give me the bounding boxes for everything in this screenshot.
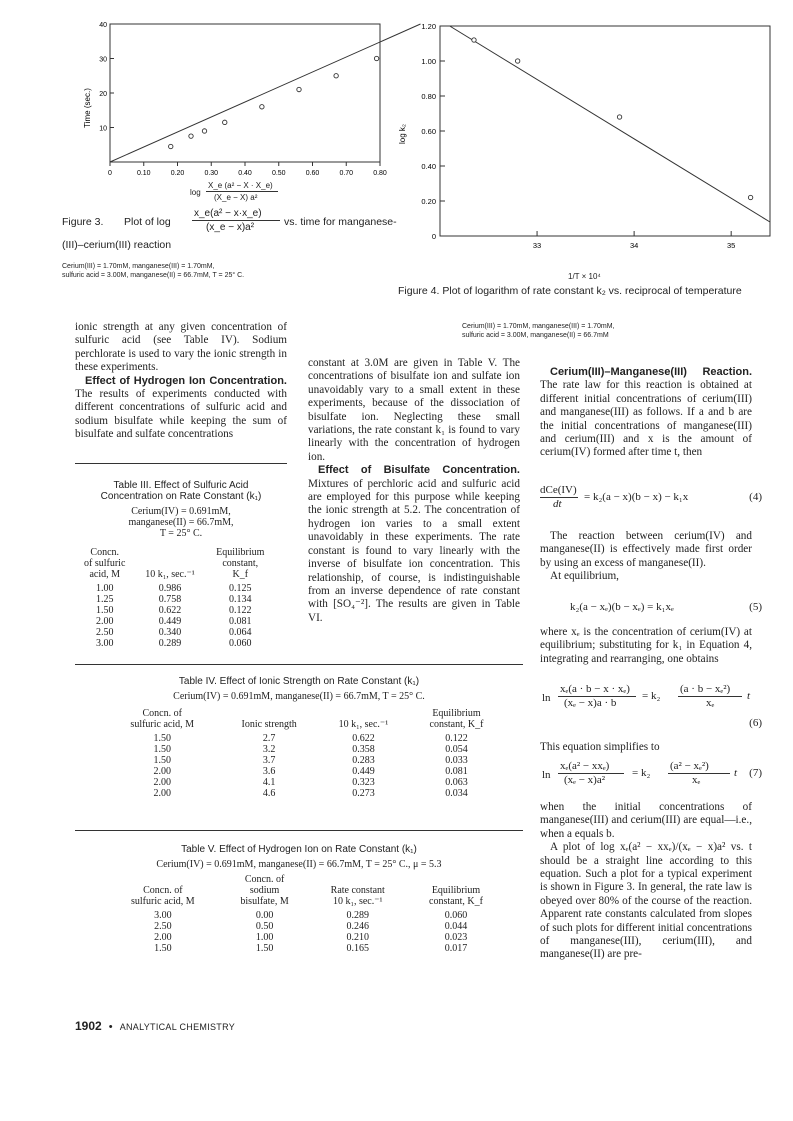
table5-header-2 [309, 874, 407, 910]
fig3-caption-num: x_e(a² − x·x_e) [194, 208, 262, 219]
table4-header-line: Ionic strength [241, 719, 297, 730]
col3-p5: This equation simplifies to [540, 741, 660, 753]
eq6-den: (xₑ − x)a · b [564, 697, 617, 709]
table-cell: 1.50 [153, 755, 171, 766]
table4-header-line: constant, K_f [429, 719, 484, 730]
table3-header-1 [134, 547, 205, 583]
table5-title: Table V. Effect of Hydrogen Ion on Rate Constant (k₁) [181, 844, 417, 855]
table4-header-2 [319, 708, 408, 733]
table5-grid [105, 874, 505, 954]
eq7-number: (7) [749, 767, 762, 779]
fig4-y-tick-label: 0.40 [421, 162, 436, 171]
eq7-num: xₑ(a² − xxₑ) [560, 760, 610, 772]
table-cell: 0.246 [346, 921, 369, 932]
table-cell: 0.017 [444, 943, 468, 954]
fig3-caption-text: Plot of log [124, 216, 171, 228]
fig3-data-point [169, 144, 173, 148]
fig3-xlabel-num: X_e (a² − X · X_e) [208, 181, 273, 190]
table-row [75, 638, 275, 649]
table5-header-3 [407, 874, 505, 910]
table-cell: 2.50 [95, 627, 114, 638]
table3-header-line: constant, [222, 558, 259, 569]
col3-p2: The reaction between cerium(IV) and manganese(II) is effectively made first order by using an excess of manganese(II). [540, 530, 752, 569]
table4-title: Table IV. Effect of Ionic Strength on Rate Constant (k₁) [178, 676, 420, 687]
table-cell: 0.50 [255, 921, 274, 932]
figure-3 [70, 18, 400, 178]
table-4 [75, 676, 523, 799]
fig3-y-tick-label: 30 [99, 56, 107, 64]
table-cell: 2.00 [154, 932, 172, 943]
col1-p2: The results of experiments conducted with different concentrations of sulfuric acid and sodium bisulfate while keeping the sum of bisulfate and sulfate concentrations [75, 388, 287, 441]
fig4-y-axis-label: log k₂ [398, 123, 407, 145]
fig3-conditions-2: sulfuric acid = 3.00M, manganese(II) = 66.7mM, T = 25° C. [62, 272, 245, 279]
fig4-data-point [617, 115, 621, 119]
table-cell: 1.50 [154, 943, 172, 954]
col3-p6: when the initial concentrations of manganese(III) and cerium(III) are equal—i.e., when a equals b. [540, 801, 752, 840]
fig3-xlabel [190, 180, 310, 210]
fig3-y-tick-label: 10 [99, 125, 107, 133]
table5-header-line: Rate constant [330, 885, 385, 896]
table4-header-3 [408, 708, 505, 733]
table5-header-line: sulfuric acid, M [131, 896, 195, 907]
table-cell: 2.50 [154, 921, 172, 932]
table-row [75, 627, 275, 638]
fig3-x-tick-label: 0 [108, 170, 112, 177]
table-cell: 0.033 [445, 755, 468, 766]
table-cell: 2.7 [262, 733, 276, 744]
col3-text-2 [540, 530, 752, 584]
table-row [75, 616, 275, 627]
fig3-x-tick-label: 0.10 [136, 170, 151, 177]
table-row [105, 932, 505, 943]
col3-p4: where xₑ is the concentration of cerium(IV) at equilibrium; substituting for k₁ in Equation 4, integrating and rearranging, one obtains [540, 626, 752, 665]
col1-text [75, 321, 287, 442]
table-cell: 0.060 [229, 638, 252, 649]
journal-name: ANALYTICAL CHEMISTRY [119, 1022, 236, 1032]
table4-header-line: Concn. of [142, 708, 182, 719]
fig3-data-point [260, 105, 264, 109]
table5-header-line: constant, K_f [429, 896, 483, 907]
fig4-y-tick-label: 1.00 [421, 57, 436, 66]
table4-grid [105, 708, 505, 799]
eq5-number: (5) [749, 601, 762, 613]
table-cell: 1.50 [153, 744, 171, 755]
table3-header-line: 10 k₁, sec.⁻¹ [145, 569, 195, 580]
table5-header-0 [105, 874, 221, 910]
fig3-data-point [297, 87, 301, 91]
table-cell: 0.449 [352, 766, 375, 777]
col2-text [308, 357, 520, 625]
table-cell: 0.023 [444, 932, 468, 943]
eq6-number: (6) [749, 717, 762, 729]
table4-header-line: sulfuric acid, M [130, 719, 195, 730]
eq4-lhs-den: dt [553, 498, 562, 510]
col3-p3: At equilibrium, [550, 570, 619, 583]
fig3-x-tick-label: 0.80 [373, 170, 387, 177]
table-cell: 0.060 [444, 910, 468, 921]
figure-4-chart [395, 14, 775, 274]
table4-header-1 [219, 708, 318, 733]
fig4-caption [398, 285, 783, 298]
fig4-y-tick-label: 0.80 [421, 92, 436, 101]
eq4-lhs-num: dCe(IV) [540, 484, 577, 496]
table5-header-line: Equilibrium [431, 885, 481, 896]
table-cell: 3.00 [95, 638, 114, 649]
fig3-y-tick-label: 20 [99, 91, 107, 98]
table-row [75, 605, 275, 616]
col1-heading-hydrogen: Effect of Hydrogen Ion Concentration. [85, 374, 287, 387]
table-row [105, 943, 505, 954]
fig4-conditions-1: Cerium(III) = 1.70mM, manganese(III) = 1.70mM, [462, 323, 615, 330]
fig3-x-tick-label: 0.30 [204, 170, 219, 177]
table-cell: 0.622 [352, 733, 375, 744]
fig4-x-tick-label: 35 [727, 241, 736, 250]
table3-header-line: acid, M [89, 569, 120, 580]
eq6-den2: xₑ [706, 697, 715, 709]
table-cell: 0.283 [352, 755, 375, 766]
fig4-y-tick-label: 0 [431, 232, 436, 241]
eq7-mid: = k₂ [632, 767, 651, 779]
eq5-body: k₂(a − xₑ)(b − xₑ) = k₁xₑ [570, 601, 674, 613]
table-row [75, 594, 275, 605]
table5-sub: Cerium(IV) = 0.691mM, manganese(II) = 66.7mM, T = 25° C., μ = 5.3 [156, 859, 442, 870]
table-row [105, 744, 505, 755]
eq6-mid: = k₂ [642, 690, 661, 702]
table-cell: 3.2 [262, 744, 276, 755]
table5-header-line: sodium [249, 885, 280, 896]
fig4-data-point [515, 59, 519, 63]
table-cell: 0.340 [158, 627, 182, 638]
col3-p7: A plot of log xₑ(a² − xxₑ)/(xₑ − x)a² vs. t should be a straight line according to this equation. Such a plot for a typical experiment is shown in Figure 3. In general, the rate law is obeyed over 80% of the course of the reaction. Apparent rate constants calculated from slopes of such plots for different initial concentrations of manganese(III), cerium(III), and manganese(II) are pre- [540, 841, 752, 961]
table-cell: 0.125 [229, 583, 252, 594]
col1-p1: ionic strength at any given concentration of sulfuric acid (see Table IV). Sodium perchlorate is used to vary the ionic strength in these experiments. [75, 321, 287, 374]
page-number: 1902 [75, 1019, 102, 1033]
equation-4 [540, 484, 762, 516]
fig3-data-point [202, 129, 206, 133]
table-cell: 0.00 [255, 910, 274, 921]
table4-bottom-rule [75, 830, 523, 831]
table3-header-0 [75, 547, 134, 583]
equation-5 [540, 601, 762, 617]
figure-4 [395, 14, 775, 274]
fig4-x-tick-label: 34 [629, 241, 639, 250]
table3-top-rule [75, 463, 287, 464]
table-cell: 0.064 [229, 627, 252, 638]
eq7-den: (xₑ − x)a² [564, 774, 606, 786]
table3-header-line: K_f [232, 569, 249, 580]
eq6-num: xₑ(a · b − x · xₑ) [560, 683, 630, 695]
table-cell: 2.00 [95, 616, 114, 627]
eq4-number: (4) [749, 491, 762, 503]
equation-6 [540, 683, 762, 733]
fig3-x-tick-label: 0.60 [305, 170, 320, 177]
table-3 [75, 480, 287, 649]
fig3-fit-line [110, 24, 421, 162]
table-row [105, 766, 505, 777]
table-row [105, 755, 505, 766]
fig3-x-tick-label: 0.50 [271, 170, 286, 177]
table-cell: 1.25 [95, 594, 114, 605]
fig3-caption-suffix: vs. time for manganese- [284, 216, 397, 228]
eq7-ln: ln [542, 769, 551, 781]
table5-header-line: bisulfate, M [240, 896, 289, 907]
eq7-den2: xₑ [692, 774, 701, 786]
col2-heading-bisulfate: Effect of Bisulfate Concentration. [318, 464, 520, 477]
table-cell: 0.063 [445, 777, 468, 788]
table3-title-1: Table III. Effect of Sulfuric Acid [113, 480, 249, 491]
col3-text-3 [540, 626, 752, 666]
table4-header-0 [105, 708, 219, 733]
table-row [105, 921, 505, 932]
table-5 [75, 844, 523, 954]
table3-title-2: Concentration on Rate Constant (k₁) [100, 491, 262, 502]
table-cell: 1.00 [95, 583, 114, 594]
eq6-ln: ln [542, 692, 551, 704]
table-cell: 2.00 [153, 766, 171, 777]
col3-text-4 [540, 741, 752, 754]
table-cell: 0.081 [229, 616, 252, 627]
table3-header-line: of sulfuric [84, 558, 126, 569]
fig3-data-point [223, 120, 227, 124]
fig4-x-tick-label: 33 [532, 241, 542, 250]
fig3-data-point [334, 74, 338, 78]
table-cell: 1.50 [95, 605, 114, 616]
table4-header-line: Equilibrium [432, 708, 481, 719]
table-cell: 0.273 [352, 788, 375, 799]
fig4-conditions [462, 322, 762, 340]
table3-grid [75, 547, 275, 649]
table5-header-line: Concn. of [244, 874, 285, 885]
table-cell: 4.1 [262, 777, 276, 788]
table-cell: 0.134 [229, 594, 252, 605]
table-cell: 0.081 [445, 766, 468, 777]
table-cell: 0.165 [346, 943, 369, 954]
fig3-y-tick-label: 40 [99, 22, 107, 29]
fig3-caption-line2: (III)–cerium(III) reaction [62, 239, 172, 251]
fig3-data-point [374, 56, 378, 60]
eq6-t: t [747, 690, 751, 702]
table3-sub-1: Cerium(IV) = 0.691mM, [131, 506, 231, 517]
fig3-caption [62, 207, 402, 253]
table-cell: 1.50 [255, 943, 274, 954]
fig4-caption-prefix: Figure 4. [398, 285, 440, 297]
table-cell: 3.6 [262, 766, 276, 777]
table-cell: 2.00 [153, 788, 171, 799]
fig3-x-tick-label: 0.20 [170, 170, 185, 177]
table-row [105, 788, 505, 799]
table4-sub: Cerium(IV) = 0.691mM, manganese(II) = 66.7mM, T = 25° C. [173, 691, 425, 702]
table-cell: 0.054 [445, 744, 468, 755]
table-cell: 0.323 [352, 777, 375, 788]
col3-text-5 [540, 801, 752, 962]
fig4-xlabel: 1/T × 10⁴ [568, 272, 601, 281]
table-cell: 0.122 [229, 605, 252, 616]
footer-bullet: • [108, 1021, 113, 1033]
fig4-fit-line [450, 26, 770, 222]
table-cell: 1.50 [153, 733, 171, 744]
fig3-caption-den: (x_e − x)a² [206, 222, 255, 233]
table-cell: 3.7 [262, 755, 276, 766]
table-row [75, 583, 275, 594]
fig4-y-tick-label: 0.60 [421, 127, 436, 136]
table-cell: 3.00 [154, 910, 172, 921]
fig4-data-point [472, 38, 476, 42]
table-row [105, 910, 505, 921]
table3-sub-2: manganese(II) = 66.7mM, [128, 517, 234, 528]
eq7-num2: (a² − xₑ²) [670, 760, 709, 772]
col2-p2: Mixtures of perchloric acid and sulfuric acid are employed for this purpose while keeping the ionic strength at 5.2. The concentration of hydrogen ion varies to a small extent unavoidably in these experiments. The rate constant is found to vary linearly with the inverse of bisulfate ion concentration. This relationship, of course, is indistinguishable from an inverse dependence of rate constant with [SO₄⁻²]. The results are given in Table VI. [308, 477, 520, 624]
col2-p1: constant at 3.0M are given in Table V. The concentrations of bisulfate ion and sulfate ion unavoidably vary to a small extent in these experiments, because of the dissociation of bisulfate ion. Neglecting these small variations, the rate constant k₁ is found to vary linearly with the concentration of hydrogen ion. [308, 357, 520, 463]
table-cell: 1.00 [255, 932, 274, 943]
fig4-y-tick-label: 1.20 [421, 22, 436, 31]
table-cell: 0.758 [158, 594, 182, 605]
fig4-plot-frame [440, 26, 770, 236]
fig3-caption-prefix: Figure 3. [62, 216, 104, 228]
table-row [105, 777, 505, 788]
fig3-xlabel-log: log [190, 188, 201, 197]
table4-top-rule [75, 664, 523, 665]
table-cell: 0.358 [352, 744, 375, 755]
table-cell: 4.6 [262, 788, 276, 799]
fig4-data-point [748, 195, 752, 199]
table-cell: 0.986 [158, 583, 182, 594]
table4-header-line: 10 k₁, sec.⁻¹ [338, 719, 389, 730]
table-cell: 2.00 [153, 777, 171, 788]
col3-text-1 [540, 366, 752, 460]
table3-header-2 [206, 547, 275, 583]
fig3-conditions-1: Cerium(III) = 1.70mM, manganese(III) = 1.70mM, [62, 263, 215, 270]
table-cell: 0.210 [346, 932, 369, 943]
page-footer [75, 1019, 235, 1033]
fig4-caption-text: Plot of logarithm of rate constant k₂ vs. reciprocal of temperature [442, 285, 742, 297]
eq7-t: t [734, 767, 738, 779]
table-cell: 0.289 [346, 910, 369, 921]
table5-header-line: 10 k₁, sec.⁻¹ [332, 896, 383, 907]
table3-header-line: Equilibrium [216, 547, 265, 558]
table-cell: 0.044 [444, 921, 468, 932]
table-cell: 0.449 [158, 616, 182, 627]
fig3-xlabel-den: (X_e − X) a² [214, 193, 258, 202]
fig4-conditions-2: sulfuric acid = 3.00M, manganese(II) = 66.7mM [462, 332, 609, 339]
col3-p1: The rate law for this reaction is obtained at different initial concentrations of cerium(III) and manganese(III) as follows. If a and b are the initial concentrations of manganese(III) and cerium(III) and x is the amount of cerium(IV) formed after time t, then [540, 379, 752, 459]
table3-sub-3: T = 25° C. [159, 528, 203, 539]
figure-3-chart [70, 18, 400, 178]
table3-header-line: Concn. [90, 547, 120, 558]
table-cell: 0.622 [158, 605, 182, 616]
table-row [105, 733, 505, 744]
table-cell: 0.122 [445, 733, 468, 744]
table5-header-line: Concn. of [143, 885, 183, 896]
fig3-x-tick-label: 0.70 [339, 170, 354, 177]
fig3-y-axis-label: Time (sec.) [83, 88, 92, 128]
fig3-data-point [189, 134, 193, 138]
eq4-rhs: = k₂(a − x)(b − x) − k₁x [584, 491, 689, 503]
fig3-x-tick-label: 0.40 [238, 170, 252, 177]
fig3-plot-frame [110, 24, 380, 162]
table-cell: 0.289 [158, 638, 182, 649]
table5-header-1 [221, 874, 309, 910]
equation-7 [540, 760, 762, 796]
fig3-conditions [62, 262, 402, 280]
col3-heading-ce-mn: Cerium(III)–Manganese(III) Reaction. [550, 366, 752, 378]
eq6-num2: (a · b − xₑ²) [680, 683, 731, 695]
fig4-y-tick-label: 0.20 [421, 197, 436, 206]
table-cell: 0.034 [445, 788, 468, 799]
